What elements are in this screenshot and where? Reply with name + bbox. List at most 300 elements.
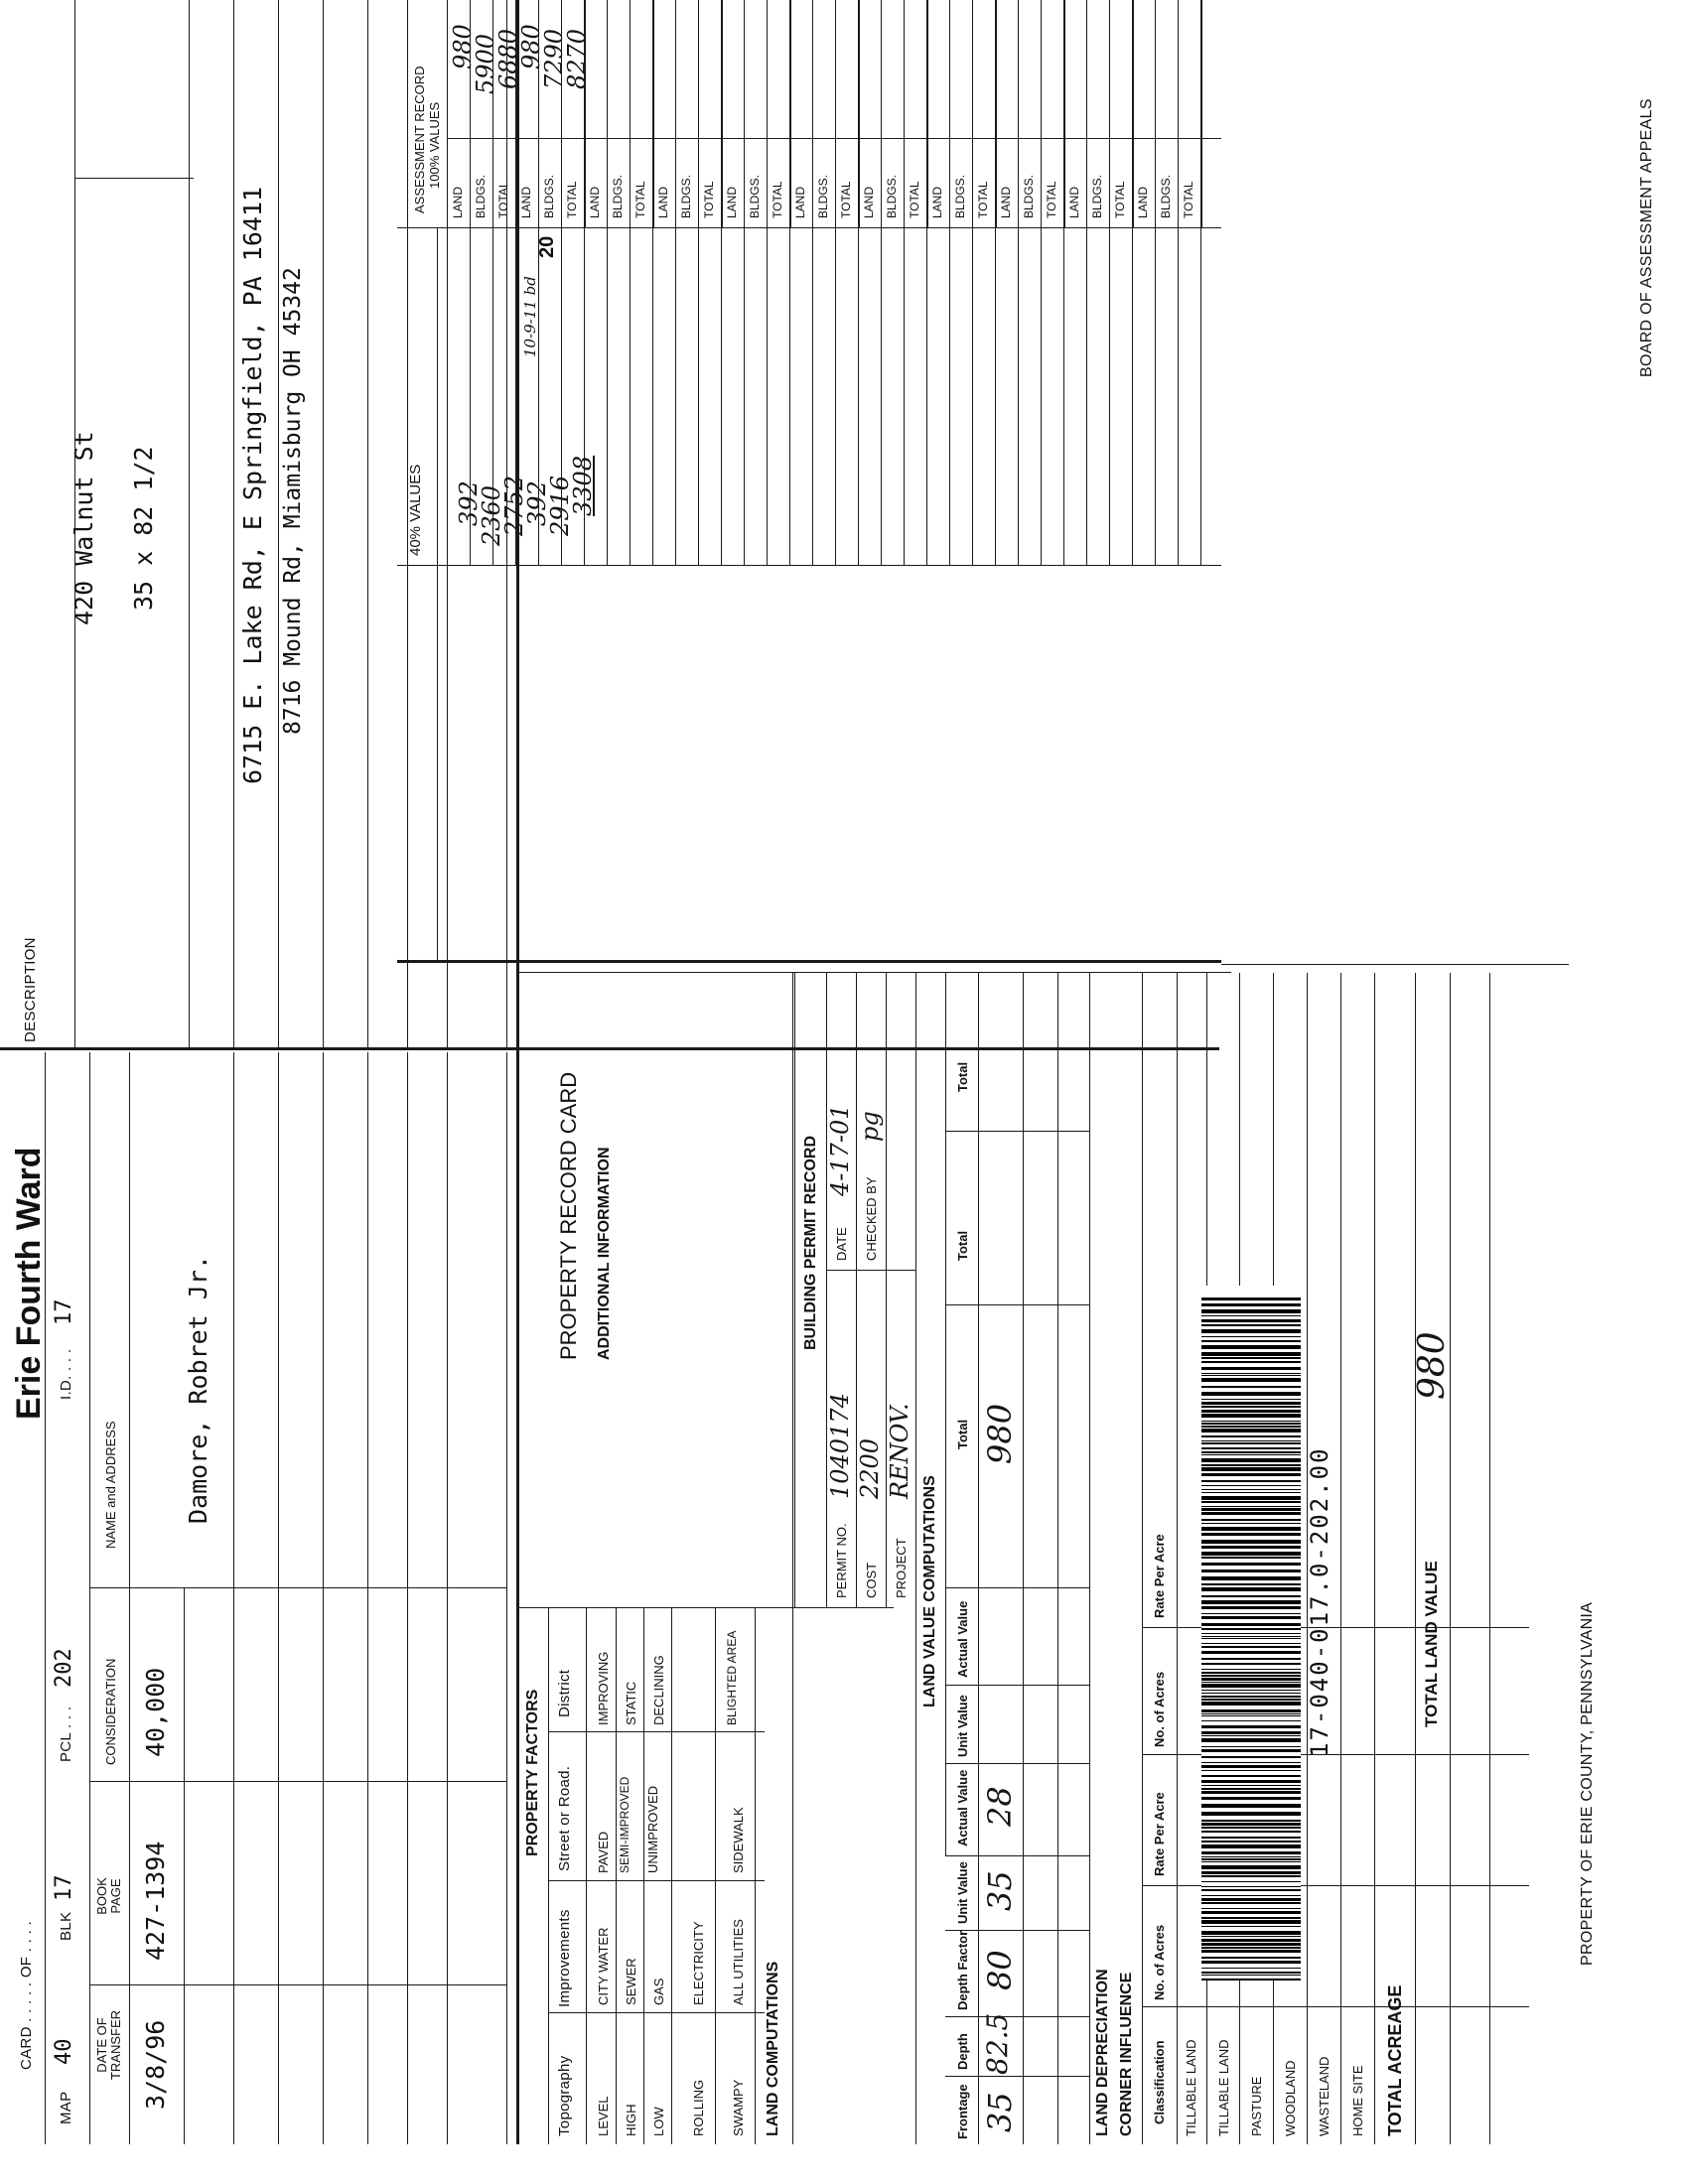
barcode-bar — [1201, 1770, 1301, 1771]
district-improving: IMPROVING — [596, 1651, 611, 1725]
assessment-row-line — [561, 0, 562, 228]
blk-value: 17 — [52, 1874, 76, 1901]
assessment-row-line — [1200, 0, 1202, 228]
barcode-bar — [1201, 1440, 1301, 1441]
barcode-bar — [1201, 1378, 1301, 1382]
footer-right: BOARD OF ASSESSMENT APPEALS — [1638, 98, 1655, 377]
assessment-row-label: LAND — [725, 186, 739, 218]
barcode-bar — [1201, 1616, 1301, 1619]
barcode-bar — [1201, 1576, 1301, 1580]
barcode-bar — [1201, 1423, 1301, 1425]
barcode-bar — [1201, 1506, 1301, 1507]
assess-total-2: 8270 — [563, 28, 591, 89]
assessment-row-line — [744, 0, 745, 228]
barcode-bar — [1201, 1926, 1301, 1927]
transfer-book-page: 427-1394 — [141, 1841, 170, 1961]
barcode-bar — [1201, 1352, 1301, 1356]
v40-4: 392 — [523, 480, 551, 526]
values-40-row-line — [812, 228, 813, 566]
project-label: PROJECT — [894, 1538, 909, 1598]
barcode-bar — [1201, 1875, 1301, 1877]
barcode-bar — [1201, 1367, 1301, 1370]
barcode-bar — [1201, 1911, 1301, 1914]
barcode-bar — [1201, 1812, 1301, 1816]
class-woodland: WOODLAND — [1283, 2060, 1298, 2136]
lv-actual-value: 28 — [981, 1786, 1019, 1827]
barcode-bar — [1201, 1820, 1301, 1822]
barcode-bar — [1201, 1972, 1301, 1974]
depth-factor-header: Depth Factor — [955, 1930, 970, 2010]
barcode-bar — [1201, 1968, 1301, 1969]
barcode-bar — [1201, 1957, 1301, 1959]
barcode-bar — [1201, 1979, 1301, 1980]
barcode-bar — [1201, 1858, 1301, 1860]
barcode-bar — [1201, 1473, 1301, 1476]
corner-influence-title: CORNER INFLUENCE — [1118, 1972, 1135, 2136]
barcode-bar — [1201, 1797, 1301, 1800]
values-40-label: 40% VALUES — [407, 464, 424, 556]
barcode-bar — [1201, 1895, 1301, 1896]
barcode-bar — [1201, 1725, 1301, 1728]
pcl-value: 202 — [52, 1648, 76, 1688]
transfer-name: Damore, Robret Jr. — [184, 1255, 212, 1524]
assessment-row-label: LAND — [588, 186, 602, 218]
project-value: RENOV. — [886, 1403, 913, 1499]
impr-all-utilities: ALL UTILITIES — [731, 1919, 746, 2005]
barcode-bar — [1201, 1595, 1301, 1597]
property-factors-title: PROPERTY FACTORS — [524, 1689, 541, 1856]
assessment-row-line — [1178, 0, 1179, 228]
barcode-bar — [1201, 1375, 1301, 1376]
impr-gas: GAS — [651, 1978, 666, 2005]
barcode-bar — [1201, 1464, 1301, 1466]
assessment-row-line — [630, 0, 631, 228]
barcode-bar — [1201, 1336, 1301, 1337]
street-unimproved: UNIMPROVED — [645, 1785, 660, 1873]
barcode-bar — [1201, 1765, 1301, 1768]
assessment-row-line — [812, 0, 813, 228]
barcode-bar — [1201, 1406, 1301, 1408]
barcode-bar — [1201, 1844, 1301, 1848]
barcode-bar — [1201, 1756, 1301, 1758]
land-value-computations-title: LAND VALUE COMPUTATIONS — [921, 1475, 938, 1707]
transfer-consideration: 40,000 — [141, 1667, 170, 1757]
barcode-bar — [1201, 1791, 1301, 1794]
assessment-row-label: LAND — [451, 186, 465, 218]
barcode-bar — [1201, 1861, 1301, 1862]
barcode-bar — [1201, 1600, 1301, 1604]
barcode-bar — [1201, 1961, 1301, 1964]
barcode-bar — [1201, 1785, 1301, 1786]
barcode-bar — [1201, 1936, 1301, 1937]
description-label: DESCRIPTION — [22, 937, 39, 1042]
district-header: District — [556, 1669, 573, 1717]
barcode-bar — [1201, 1523, 1301, 1524]
assessment-row-label: BLDGS. — [474, 174, 488, 218]
lv-frontage: 35 — [981, 2092, 1019, 2132]
record-card-title: PROPERTY RECORD CARD — [556, 1071, 581, 1360]
barcode-bar — [1201, 1373, 1301, 1374]
checked-by-label: CHECKED BY — [864, 1176, 879, 1261]
property-address: 420 Walnut St — [70, 431, 98, 625]
assessment-row-line — [858, 0, 860, 228]
class-wasteland: WASTELAND — [1317, 2056, 1332, 2136]
barcode-bar — [1201, 1324, 1301, 1326]
values-40-row-line — [744, 228, 745, 566]
values-40-row-line — [1086, 228, 1087, 566]
barcode-bar — [1201, 1557, 1301, 1559]
assessment-mark: 20 — [536, 235, 558, 258]
unit-value-header-2: Unit Value — [955, 1695, 970, 1757]
topo-high: HIGH — [624, 2104, 638, 2136]
barcode-bar — [1201, 1898, 1301, 1901]
barcode-bar — [1201, 1633, 1301, 1634]
barcode-bar — [1201, 1501, 1301, 1503]
assessment-row-line — [1063, 0, 1065, 228]
barcode-bar — [1201, 1715, 1301, 1716]
assessment-row-line — [584, 0, 586, 228]
assessment-row-line — [1155, 0, 1156, 228]
permit-no-value: 1040174 — [826, 1393, 854, 1499]
v40-6: 3308 — [569, 455, 597, 516]
barcode-bar — [1201, 1837, 1301, 1839]
values-40-note: 10-9-11 bd — [521, 276, 539, 357]
description-divider — [0, 1047, 1219, 1050]
footer-left: PROPERTY OF ERIE COUNTY, PENNSYLVANIA — [1579, 1601, 1596, 1966]
barcode-bar — [1201, 1917, 1301, 1919]
barcode-bar — [1201, 1329, 1301, 1333]
lot-dimensions: 35 x 82 1/2 — [129, 446, 158, 611]
assessment-row-label: TOTAL — [565, 181, 579, 218]
assess-land-1: 980 — [449, 24, 477, 69]
barcode-bar — [1201, 1447, 1301, 1449]
barcode-bar — [1201, 1856, 1301, 1857]
impr-city-water: CITY WATER — [596, 1927, 611, 2005]
barcode-bar — [1201, 1947, 1301, 1949]
v40-3: 2752 — [500, 475, 528, 536]
barcode-bar — [1201, 1426, 1301, 1428]
assessment-row-line — [721, 0, 723, 228]
assessment-row-line — [1109, 0, 1110, 228]
classification-header: Classification — [1152, 2040, 1167, 2124]
assessment-row-line — [538, 0, 539, 228]
barcode-bar — [1201, 1402, 1301, 1405]
values-40-row-line — [995, 228, 996, 566]
assessment-row-label: BLDGS. — [816, 174, 830, 218]
assess-land-2: 980 — [517, 24, 545, 69]
assessment-row-label: LAND — [862, 186, 876, 218]
assessment-row-label: BLDGS. — [1090, 174, 1104, 218]
acres-header-1: No. of Acres — [1152, 1924, 1167, 2000]
values-40-row-line — [767, 228, 768, 566]
assessment-row-label: LAND — [793, 186, 807, 218]
total-header-1: Total — [955, 1419, 970, 1449]
barcode-bar — [1201, 1399, 1301, 1400]
district-static: STATIC — [624, 1681, 638, 1725]
assessment-row-label: TOTAL — [633, 181, 647, 218]
barcode-bar — [1201, 1442, 1301, 1444]
permit-date-label: DATE — [834, 1227, 849, 1261]
assessment-row-label: TOTAL — [976, 181, 990, 218]
assessment-row-label: BLDGS. — [748, 174, 762, 218]
class-tillable-1: TILLABLE LAND — [1184, 2039, 1198, 2136]
topo-swampy: SWAMPY — [731, 2079, 746, 2136]
barcode-bar — [1201, 1720, 1301, 1721]
barcode-bar — [1201, 1613, 1301, 1614]
barcode-bar — [1201, 1908, 1301, 1909]
barcode-bar — [1201, 1392, 1301, 1396]
values-40-row-line — [972, 228, 973, 566]
barcode-bar — [1201, 1684, 1301, 1688]
barcode-bar — [1201, 1467, 1301, 1471]
values-40-row-line — [1018, 228, 1019, 566]
id-label: I.D. . . . — [58, 1348, 74, 1400]
impr-sewer: SEWER — [624, 1958, 638, 2005]
cost-label: COST — [864, 1562, 879, 1598]
map-value: 40 — [52, 2038, 76, 2065]
permit-no-label: PERMIT NO. — [834, 1523, 849, 1598]
values-40-row-line — [904, 228, 905, 566]
assessment-row-label: LAND — [656, 186, 670, 218]
barcode-bar — [1201, 1699, 1301, 1701]
assessment-row-label: LAND — [999, 186, 1013, 218]
assess-total-1: 6880 — [494, 28, 522, 89]
assessment-row-label: TOTAL — [496, 181, 510, 218]
values-40-row-line — [470, 228, 471, 566]
values-40-row-line — [1109, 228, 1110, 566]
values-40-row-line — [515, 228, 516, 566]
assessment-row-label: LAND — [1067, 186, 1081, 218]
barcode-bar — [1201, 1943, 1301, 1946]
assessment-row-line — [675, 0, 676, 228]
barcode-bar — [1201, 1508, 1301, 1511]
mailing-address-1: 6715 E. Lake Rd, E Springfield, PA 16411 — [238, 186, 267, 784]
values-40-row-line — [584, 228, 585, 566]
topo-level: LEVEL — [596, 2096, 611, 2136]
values-40-row-line — [835, 228, 836, 566]
assessment-row-label: TOTAL — [702, 181, 716, 218]
barcode-bar — [1201, 1851, 1301, 1854]
assessment-row-label: TOTAL — [908, 181, 921, 218]
barcode-bar — [1201, 1731, 1301, 1734]
barcode-bar — [1201, 1357, 1301, 1359]
barcode-bar — [1201, 1682, 1301, 1683]
barcode-bar — [1201, 1939, 1301, 1942]
barcode-number: 17-040-017.0-202.00 — [1306, 1446, 1333, 1757]
additional-info-label: ADDITIONAL INFORMATION — [596, 1147, 613, 1360]
total-acreage: TOTAL ACREAGE — [1385, 1984, 1405, 2136]
unit-value-header-1: Unit Value — [955, 1861, 970, 1924]
values-40-row-line — [1063, 228, 1064, 566]
date-of-transfer-header: DATE OF TRANSFER — [94, 2009, 123, 2081]
topo-rolling: ROLLING — [691, 2079, 706, 2136]
assessment-row-label: BLDGS. — [1022, 174, 1036, 218]
barcode-bar — [1201, 1519, 1301, 1521]
barcode-bar — [1201, 1492, 1301, 1493]
assessment-row-label: LAND — [1136, 186, 1150, 218]
street-header: Street or Road. — [556, 1765, 573, 1871]
assessment-row-line — [926, 0, 928, 228]
values-40-row-line — [721, 228, 722, 566]
barcode-bar — [1201, 1865, 1301, 1869]
class-home-site: HOME SITE — [1350, 2065, 1365, 2136]
assessment-row-line — [972, 0, 973, 228]
assessment-subtitle: 100% VALUES — [427, 101, 442, 189]
land-depreciation-title: LAND DEPRECIATION — [1094, 1969, 1111, 2136]
values-40-row-line — [652, 228, 653, 566]
barcode-bar — [1201, 1693, 1301, 1694]
assessment-row-line — [492, 0, 493, 228]
values-40-row-line — [607, 228, 608, 566]
consideration-header: CONSIDERATION — [103, 1658, 118, 1765]
acres-header-2: No. of Acres — [1152, 1671, 1167, 1747]
barcode-bar — [1201, 1920, 1301, 1924]
blk-label: BLK — [58, 1911, 74, 1941]
name-address-header: NAME and ADDRESS — [103, 1421, 118, 1549]
barcode-bar — [1201, 1749, 1301, 1752]
barcode-bar — [1201, 1690, 1301, 1691]
lv-depth: 82.5 — [981, 2012, 1014, 2075]
improvements-header: Improvements — [556, 1909, 573, 2007]
barcode-bar — [1201, 1658, 1301, 1660]
street-sidewalk: SIDEWALK — [731, 1807, 746, 1873]
class-tillable-2: TILLABLE LAND — [1216, 2039, 1231, 2136]
barcode-bar — [1201, 1646, 1301, 1648]
assessment-row-line — [652, 0, 654, 228]
barcode-bar — [1201, 1583, 1301, 1585]
barcode-bar — [1201, 1309, 1301, 1313]
barcode-bar — [1201, 1319, 1301, 1322]
assessment-row-line — [995, 0, 997, 228]
barcode-bar — [1201, 1775, 1301, 1777]
values-40-row-line — [1132, 228, 1133, 566]
barcode-bar — [1201, 1421, 1301, 1422]
barcode-bar — [1201, 1345, 1301, 1349]
assessment-row-label: BLDGS. — [611, 174, 625, 218]
barcode-bar — [1201, 1663, 1301, 1665]
assessment-row-label: BLDGS. — [953, 174, 967, 218]
assessment-row-label: TOTAL — [771, 181, 784, 218]
assess-bldgs-1: 5900 — [472, 33, 499, 94]
assessment-row-label: TOTAL — [839, 181, 853, 218]
topography-header: Topography — [556, 2055, 573, 2136]
cost-value: 2200 — [856, 1437, 884, 1499]
depth-header: Depth — [955, 2033, 970, 2070]
district-blighted: BLIGHTED AREA — [725, 1630, 739, 1725]
values-40-row-line — [561, 228, 562, 566]
barcode-bar — [1201, 1496, 1301, 1500]
assessment-row-line — [515, 0, 517, 228]
barcode-bar — [1201, 1454, 1301, 1455]
assessment-row-line — [767, 0, 768, 228]
rate-header-2: Rate Per Acre — [1152, 1534, 1167, 1618]
barcode-bar — [1201, 1451, 1301, 1453]
barcode-bar — [1201, 1672, 1301, 1674]
values-40-row-line — [630, 228, 631, 566]
barcode-bar — [1201, 1678, 1301, 1681]
assessment-row-line — [1086, 0, 1087, 228]
barcode-bar — [1201, 1643, 1301, 1644]
assessment-row-label: TOTAL — [1182, 181, 1195, 218]
barcode-bar — [1201, 1480, 1301, 1482]
barcode-bar — [1201, 1410, 1301, 1413]
barcode-bar — [1201, 1881, 1301, 1882]
permit-date-value: 4-17-01 — [826, 1104, 854, 1196]
frontage-header: Frontage — [955, 2084, 970, 2139]
actual-value-header-1: Actual Value — [955, 1769, 970, 1846]
values-40-row-line — [881, 228, 882, 566]
barcode-bar — [1201, 1429, 1301, 1433]
building-permit-title: BUILDING PERMIT RECORD — [802, 1136, 819, 1350]
values-40-row-line — [926, 228, 927, 566]
values-40-row-line — [789, 228, 790, 566]
barcode-bar — [1201, 1512, 1301, 1515]
barcode-bar — [1201, 1975, 1301, 1976]
barcode-bar — [1201, 1735, 1301, 1736]
land-computations-title: LAND COMPUTATIONS — [765, 1961, 781, 2136]
assessment-row-line — [1132, 0, 1134, 228]
street-semi-improved: SEMI-IMPROVED — [618, 1776, 632, 1873]
total-header-3: Total — [955, 1061, 970, 1092]
district-declining: DECLINING — [651, 1655, 666, 1725]
assessment-title: ASSESSMENT RECORD — [412, 66, 427, 213]
barcode-bar — [1201, 1315, 1301, 1316]
barcode-bar — [1201, 1841, 1301, 1843]
assessment-row-line — [835, 0, 836, 228]
barcode-bar — [1201, 1303, 1301, 1306]
assessment-row-label: BLDGS. — [542, 174, 556, 218]
card-label: CARD . . . . . OF . . . . — [18, 1920, 35, 2070]
barcode-bar — [1201, 1804, 1301, 1808]
barcode-bar — [1201, 1636, 1301, 1637]
barcode-bar — [1201, 1651, 1301, 1654]
barcode-bar — [1201, 1702, 1301, 1706]
barcode-bar — [1201, 1886, 1301, 1887]
barcode-bar — [1201, 1540, 1301, 1544]
transfer-date: 3/8/96 — [141, 2019, 170, 2110]
barcode-bar — [1201, 1713, 1301, 1714]
page-title: Erie Fourth Ward — [10, 1147, 48, 1420]
assessment-row-label: BLDGS. — [885, 174, 899, 218]
assessment-row-label: TOTAL — [1045, 181, 1058, 218]
barcode-bar — [1201, 1889, 1301, 1891]
values-40-row-line — [949, 228, 950, 566]
pcl-label: PCL . . . — [58, 1706, 74, 1762]
barcode-bar — [1201, 1871, 1301, 1874]
barcode — [1201, 1286, 1301, 1980]
assessment-row-line — [1018, 0, 1019, 228]
barcode-bar — [1201, 1563, 1301, 1566]
barcode-bar — [1201, 1696, 1301, 1698]
checked-by-value: pg — [856, 1111, 884, 1142]
values-40-row-line — [1200, 228, 1201, 566]
barcode-bar — [1201, 1587, 1301, 1591]
values-40-row-line — [1041, 228, 1042, 566]
topo-low: LOW — [651, 2107, 666, 2136]
barcode-bar — [1201, 1361, 1301, 1363]
assessment-row-line — [904, 0, 905, 228]
values-40-row-line — [1178, 228, 1179, 566]
assessment-row-label: TOTAL — [1113, 181, 1127, 218]
v40-2: 2360 — [478, 484, 505, 546]
barcode-bar — [1201, 1669, 1301, 1670]
barcode-bar — [1201, 1297, 1301, 1300]
barcode-bar — [1201, 1780, 1301, 1783]
barcode-bar — [1201, 1340, 1301, 1342]
values-40-row-line — [492, 228, 493, 566]
assessment-row-line — [698, 0, 699, 228]
barcode-bar — [1201, 1623, 1301, 1626]
